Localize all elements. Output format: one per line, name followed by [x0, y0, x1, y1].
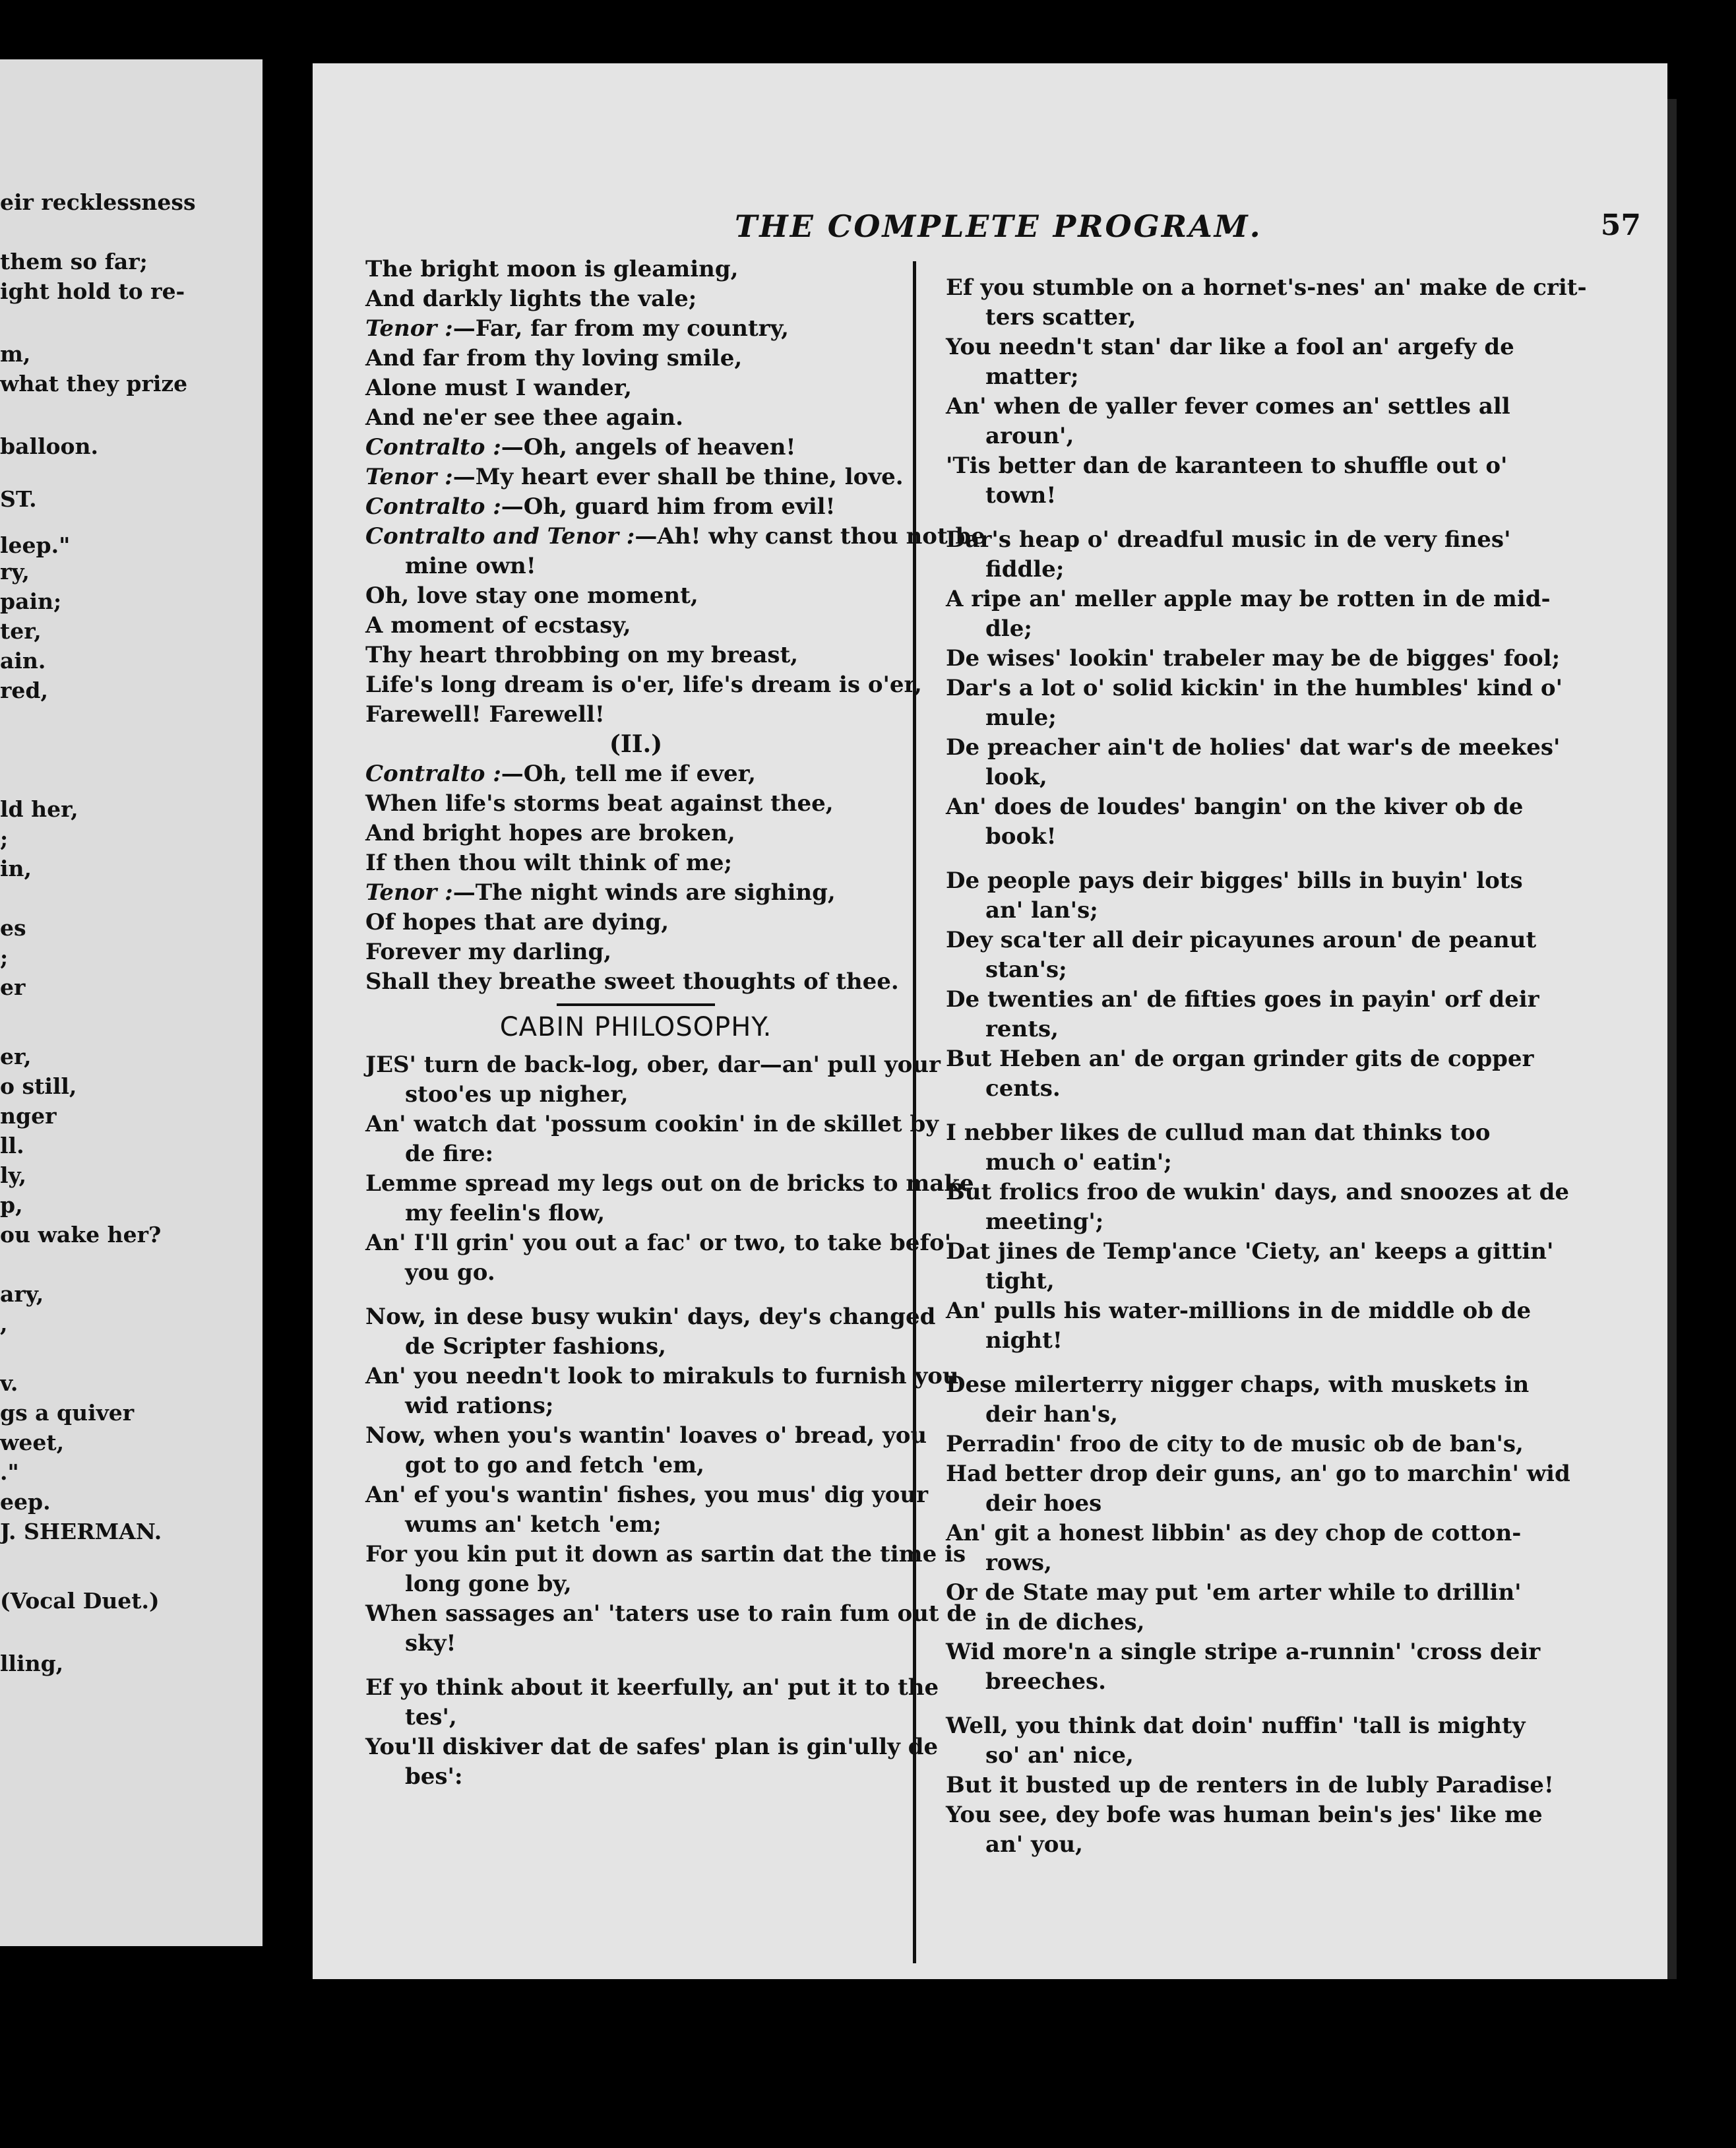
- line-text: Of hopes that are dying,: [365, 909, 669, 935]
- text-line: [365, 641, 979, 670]
- text-line: [946, 1015, 1605, 1044]
- text-line: [365, 581, 979, 611]
- text-line: [946, 1741, 1605, 1771]
- facing-page-line: o still,: [0, 1073, 77, 1099]
- text-line: [365, 819, 979, 848]
- line-text: long gone by,: [405, 1571, 572, 1597]
- line-text: And bright hopes are broken,: [365, 820, 735, 846]
- facing-page-line: ry,: [0, 559, 30, 584]
- text-line: [946, 451, 1605, 481]
- line-text: I nebber likes de cullud man dat thinks too: [946, 1120, 1491, 1146]
- line-text: Dey sca'ter all deir picayunes aroun' de peanut: [946, 927, 1537, 953]
- text-line: [365, 1421, 979, 1451]
- facing-page-line: p,: [0, 1192, 23, 1218]
- text-line: [365, 1703, 979, 1732]
- facing-page-line: ter,: [0, 618, 42, 644]
- facing-page-line: J. SHERMAN.: [0, 1519, 162, 1544]
- voice-label: Contralto :: [365, 761, 501, 787]
- facing-page-line: ly,: [0, 1162, 27, 1188]
- text-line: [946, 733, 1605, 763]
- line-text: an' lan's;: [985, 897, 1098, 924]
- line-text: de fire:: [405, 1141, 494, 1167]
- line-text: When life's storms beat against thee,: [365, 790, 834, 817]
- text-line: [946, 674, 1605, 703]
- text-line: [946, 955, 1605, 985]
- line-text: Dar's heap o' dreadful music in de very fines': [946, 526, 1511, 553]
- text-line: [365, 759, 979, 789]
- facing-page-line: pain;: [0, 588, 62, 614]
- facing-page-line: eep.: [0, 1489, 51, 1515]
- page-edge: [1667, 99, 1677, 1979]
- text-line: [365, 1762, 979, 1792]
- line-text: cents.: [985, 1075, 1061, 1102]
- line-text: aroun',: [985, 423, 1074, 449]
- stanza-gap: [946, 511, 1605, 525]
- text-line: [946, 392, 1605, 422]
- line-text: Dar's a lot o' solid kickin' in the humbles' kind o': [946, 675, 1563, 701]
- facing-page-line: them so far;: [0, 249, 148, 274]
- text-line: [365, 1302, 979, 1332]
- text-line: [946, 555, 1605, 584]
- text-line: [365, 1599, 979, 1629]
- text-line: [946, 1148, 1605, 1178]
- line-text: An' watch dat 'possum cookin' in de skillet by: [365, 1111, 939, 1137]
- stanza-gap: [365, 1658, 979, 1673]
- line-text: Now, in dese busy wukin' days, dey's changed: [365, 1304, 936, 1330]
- line-text: deir hoes: [985, 1490, 1102, 1517]
- line-text: But it busted up de renters in de lubly Paradise!: [946, 1772, 1554, 1798]
- text-line: [365, 522, 985, 552]
- line-text: —My heart ever shall be thine, love.: [452, 464, 904, 490]
- facing-page-line: ou wake her?: [0, 1222, 162, 1248]
- text-line: [946, 1608, 1605, 1637]
- text-line: [365, 1332, 979, 1362]
- line-text: An' I'll grin' you out a fac' or two, to take befo': [365, 1230, 952, 1256]
- line-text: Dat jines de Temp'ance 'Ciety, an' keeps a gittin': [946, 1238, 1554, 1265]
- text-line: [365, 552, 979, 581]
- text-line: [365, 1732, 979, 1762]
- facing-page-line: weet,: [0, 1430, 65, 1455]
- text-line: [946, 763, 1605, 792]
- facing-page-line: balloon.: [0, 433, 99, 459]
- text-line: [946, 1637, 1605, 1667]
- text-line: [946, 1207, 1605, 1237]
- line-text: —Ah! why canst thou not be: [635, 523, 985, 550]
- text-line: [365, 1169, 979, 1199]
- text-line: [946, 1044, 1605, 1074]
- running-title: THE COMPLETE PROGRAM.: [735, 208, 1262, 244]
- line-text: in de diches,: [985, 1609, 1145, 1635]
- line-text: De people pays deir bigges' bills in buyin' lots: [946, 868, 1523, 894]
- text-line: [946, 1267, 1605, 1296]
- facing-page-line: eir recklessness: [0, 189, 196, 215]
- facing-page-line: ain.: [0, 648, 46, 674]
- line-text: Life's long dream is o'er, life's dream is o'er,: [365, 672, 922, 698]
- line-text: an' you,: [985, 1831, 1083, 1858]
- line-text: got to go and fetch 'em,: [405, 1452, 704, 1478]
- text-line: [365, 848, 979, 878]
- text-line: [365, 789, 979, 819]
- line-text: mule;: [985, 705, 1057, 731]
- facing-page: [0, 59, 263, 1946]
- text-line: [946, 422, 1605, 451]
- text-line: [365, 403, 979, 433]
- facing-page-line: er: [0, 974, 26, 1000]
- line-text: town!: [985, 482, 1057, 509]
- text-line: [365, 1673, 979, 1703]
- voice-label: Contralto :: [365, 434, 501, 460]
- line-text: dle;: [985, 616, 1032, 642]
- text-line: [365, 1080, 979, 1110]
- text-line: [365, 1228, 979, 1258]
- text-line: [946, 985, 1605, 1015]
- line-text: book!: [985, 823, 1057, 850]
- text-line: [365, 611, 979, 641]
- facing-page-line: ;: [0, 945, 9, 970]
- text-line: [946, 614, 1605, 644]
- facing-page-line: nger: [0, 1103, 57, 1129]
- text-line: [946, 1771, 1605, 1800]
- facing-page-line: ;: [0, 826, 9, 852]
- text-line: [946, 1074, 1605, 1104]
- line-text: meeting';: [985, 1209, 1104, 1235]
- line-text: fiddle;: [985, 556, 1065, 583]
- line-text: deir han's,: [985, 1401, 1118, 1428]
- text-line: [365, 373, 979, 403]
- text-line: [365, 1629, 979, 1658]
- line-text: An' git a honest libbin' as dey chop de cotton-: [946, 1520, 1522, 1546]
- text-line: [365, 700, 979, 730]
- line-text: De preacher ain't de holies' dat war's de meekes': [946, 734, 1561, 761]
- line-text: An' pulls his water-millions in de middle ob de: [946, 1298, 1532, 1324]
- line-text: But Heben an' de organ grinder gits de copper: [946, 1046, 1534, 1072]
- line-text: When sassages an' 'taters use to rain fum out de: [365, 1600, 977, 1627]
- text-line: [365, 937, 979, 967]
- facing-page-line: ,: [0, 1311, 8, 1337]
- text-line: [365, 1139, 979, 1169]
- line-text: And darkly lights the vale;: [365, 286, 697, 312]
- line-text: An' when de yaller fever comes an' settles all: [946, 393, 1510, 420]
- facing-page-line: ld her,: [0, 796, 78, 822]
- line-text: Oh, love stay one moment,: [365, 583, 698, 609]
- line-text: De wises' lookin' trabeler may be de bigges' fool;: [946, 645, 1561, 672]
- stanza-gap: [365, 1042, 979, 1050]
- line-text: night!: [985, 1327, 1063, 1354]
- left-column: [365, 255, 985, 1792]
- text-line: [365, 314, 979, 344]
- line-text: Alone must I wander,: [365, 375, 632, 401]
- line-text: breeches.: [985, 1668, 1106, 1695]
- text-line: [946, 1370, 1605, 1400]
- facing-page-line: v.: [0, 1370, 18, 1396]
- text-line: [946, 1430, 1605, 1459]
- line-text: Had better drop deir guns, an' go to marchin' wid: [946, 1461, 1570, 1487]
- line-text: —Oh, tell me if ever,: [501, 761, 756, 787]
- line-text: sky!: [405, 1630, 456, 1657]
- text-line: [946, 866, 1605, 896]
- text-line: [365, 1258, 979, 1288]
- line-text: matter;: [985, 363, 1079, 390]
- line-text: rents,: [985, 1016, 1059, 1042]
- text-line: [365, 1480, 979, 1510]
- voice-label: Tenor :: [365, 315, 453, 342]
- text-line: [365, 1110, 979, 1139]
- stanza-gap: [946, 1356, 1605, 1370]
- text-line: [365, 492, 979, 522]
- facing-page-line: red,: [0, 678, 48, 703]
- text-line: [946, 362, 1605, 392]
- facing-page-line: what they prize: [0, 371, 188, 396]
- voice-label: Contralto :: [365, 493, 501, 520]
- text-line: [946, 1118, 1605, 1148]
- line-text: An' you needn't look to mirakuls to furnish you: [365, 1363, 959, 1389]
- text-line: [946, 1400, 1605, 1430]
- title-rule: [557, 1003, 715, 1006]
- text-line: [946, 1489, 1605, 1519]
- text-line: [365, 1510, 979, 1540]
- line-text: Wid more'n a single stripe a-runnin' 'cross deir: [946, 1639, 1541, 1665]
- line-text: But frolics froo de wukin' days, and snoozes at de: [946, 1179, 1569, 1205]
- line-text: And ne'er see thee again.: [365, 404, 683, 431]
- line-text: Well, you think dat doin' nuffin' 'tall is mighty: [946, 1713, 1526, 1739]
- facing-page-line: er,: [0, 1044, 32, 1069]
- text-line: [365, 433, 979, 462]
- right-column: [946, 273, 1605, 1860]
- line-text: An' ef you's wantin' fishes, you mus' dig your: [365, 1482, 929, 1508]
- line-text: For you kin put it down as sartin dat the time is: [365, 1541, 966, 1567]
- line-text: You needn't stan' dar like a fool an' argefy de: [946, 334, 1514, 360]
- page-number: 57: [1600, 208, 1641, 242]
- text-line: [365, 670, 979, 700]
- line-text: Perradin' froo de city to de music ob de ban's,: [946, 1431, 1524, 1457]
- line-text: —Far, far from my country,: [452, 315, 789, 342]
- facing-page-line: ST.: [0, 486, 37, 512]
- text-line: [946, 792, 1605, 822]
- line-text: stan's;: [985, 957, 1067, 983]
- text-line: [365, 344, 979, 373]
- facing-page-line: ight hold to re-: [0, 278, 185, 304]
- part-heading: (II.): [609, 730, 663, 758]
- line-text: Ef yo think about it keerfully, an' put it to the: [365, 1674, 939, 1701]
- text-line: [365, 462, 979, 492]
- line-text: Or de State may put 'em arter while to drillin': [946, 1579, 1522, 1606]
- text-line: [946, 1711, 1605, 1741]
- section-title: CABIN PHILOSOPHY.: [499, 1012, 772, 1042]
- text-line: [946, 1548, 1605, 1578]
- line-text: De twenties an' de fifties goes in payin' orf deir: [946, 986, 1539, 1013]
- text-line: [365, 1391, 979, 1421]
- text-line: [946, 1459, 1605, 1489]
- line-text: A ripe an' meller apple may be rotten in de mid-: [946, 586, 1551, 612]
- line-text: tight,: [985, 1268, 1055, 1294]
- voice-label: Tenor :: [365, 879, 453, 906]
- facing-page-line: es: [0, 915, 26, 941]
- line-text: If then thou wilt think of me;: [365, 850, 733, 876]
- facing-page-line: ary,: [0, 1281, 44, 1307]
- text-line: [946, 303, 1605, 332]
- text-line: [946, 525, 1605, 555]
- text-line: [946, 273, 1605, 303]
- line-text: so' an' nice,: [985, 1742, 1134, 1769]
- text-line: [365, 255, 979, 284]
- facing-page-line: gs a quiver: [0, 1400, 135, 1426]
- line-text: —The night winds are sighing,: [452, 879, 836, 906]
- line-text: An' does de loudes' bangin' on the kiver ob de: [946, 794, 1524, 820]
- line-text: de Scripter fashions,: [405, 1333, 666, 1360]
- line-text: wums an' ketch 'em;: [405, 1511, 662, 1538]
- line-text: mine own!: [405, 553, 536, 579]
- facing-page-line: m,: [0, 341, 31, 367]
- stanza-gap: [946, 1697, 1605, 1711]
- text-line: [365, 1540, 979, 1569]
- text-line: [946, 1800, 1605, 1830]
- text-line: [946, 1519, 1605, 1548]
- text-line: [946, 1830, 1605, 1860]
- text-line: [946, 703, 1605, 733]
- text-line: [946, 1237, 1605, 1267]
- line-text: A moment of ecstasy,: [365, 612, 631, 639]
- voice-label: Contralto and Tenor :: [365, 523, 635, 550]
- line-text: bes':: [405, 1763, 463, 1790]
- text-line: [365, 967, 979, 997]
- line-text: The bright moon is gleaming,: [365, 256, 739, 282]
- stanza-gap: [365, 1288, 979, 1302]
- line-text: You see, dey bofe was human bein's jes' like me: [946, 1802, 1543, 1828]
- text-line: [365, 908, 979, 937]
- stanza-gap: [946, 1104, 1605, 1118]
- text-line: [365, 284, 979, 314]
- line-text: Dese milerterry nigger chaps, with muskets in: [946, 1372, 1530, 1398]
- text-line: [365, 1199, 979, 1228]
- text-line: [946, 1578, 1605, 1608]
- line-text: Now, when you's wantin' loaves o' bread, you: [365, 1422, 927, 1449]
- facing-page-line: .": [0, 1459, 19, 1485]
- line-text: Farewell! Farewell!: [365, 701, 605, 728]
- text-line: [946, 1326, 1605, 1356]
- text-line: [365, 1362, 979, 1391]
- stanza-gap: [946, 852, 1605, 866]
- text-line: [946, 584, 1605, 614]
- line-text: rows,: [985, 1550, 1052, 1576]
- voice-label: Tenor :: [365, 464, 453, 490]
- line-text: And far from thy loving smile,: [365, 345, 743, 371]
- facing-page-line: (Vocal Duet.): [0, 1588, 160, 1614]
- line-text: tes',: [405, 1704, 457, 1730]
- line-text: You'll diskiver dat de safes' plan is gin'ully de: [365, 1734, 939, 1760]
- text-line: [946, 1667, 1605, 1697]
- line-text: Thy heart throbbing on my breast,: [365, 642, 799, 668]
- line-text: —Oh, guard him from evil!: [501, 493, 836, 520]
- page-header: [313, 208, 1667, 248]
- text-line: [946, 822, 1605, 852]
- facing-page-line: ll.: [0, 1133, 24, 1158]
- line-text: —Oh, angels of heaven!: [501, 434, 796, 460]
- line-text: Ef you stumble on a hornet's-nes' an' make de crit-: [946, 274, 1587, 301]
- line-text: Forever my darling,: [365, 939, 612, 965]
- text-line: [946, 1178, 1605, 1207]
- line-text: 'Tis better dan de karanteen to shuffle out o': [946, 453, 1508, 479]
- line-text: wid rations;: [405, 1393, 554, 1419]
- text-line: [946, 332, 1605, 362]
- book-page: [313, 63, 1667, 1979]
- text-line: [946, 1296, 1605, 1326]
- line-text: look,: [985, 764, 1047, 790]
- line-text: Shall they breathe sweet thoughts of thee.: [365, 968, 899, 995]
- text-line: [946, 926, 1605, 955]
- text-line: [946, 896, 1605, 926]
- line-text: stoo'es up nigher,: [405, 1081, 629, 1108]
- line-text: much o' eatin';: [985, 1149, 1172, 1176]
- facing-page-line: lling,: [0, 1651, 64, 1676]
- line-text: my feelin's flow,: [405, 1200, 605, 1226]
- text-line: [365, 1050, 979, 1080]
- facing-page-line: leep.": [0, 532, 71, 558]
- line-text: Lemme spread my legs out on de bricks to make: [365, 1170, 974, 1197]
- text-line: [946, 481, 1605, 511]
- text-line: [365, 1569, 979, 1599]
- line-text: JES' turn de back-log, ober, dar—an' pull your: [365, 1052, 941, 1078]
- text-line: [946, 644, 1605, 674]
- text-line: [365, 878, 979, 908]
- facing-page-line: in,: [0, 856, 32, 881]
- line-text: you go.: [405, 1259, 495, 1286]
- text-line: [365, 1451, 979, 1480]
- line-text: ters scatter,: [985, 304, 1136, 331]
